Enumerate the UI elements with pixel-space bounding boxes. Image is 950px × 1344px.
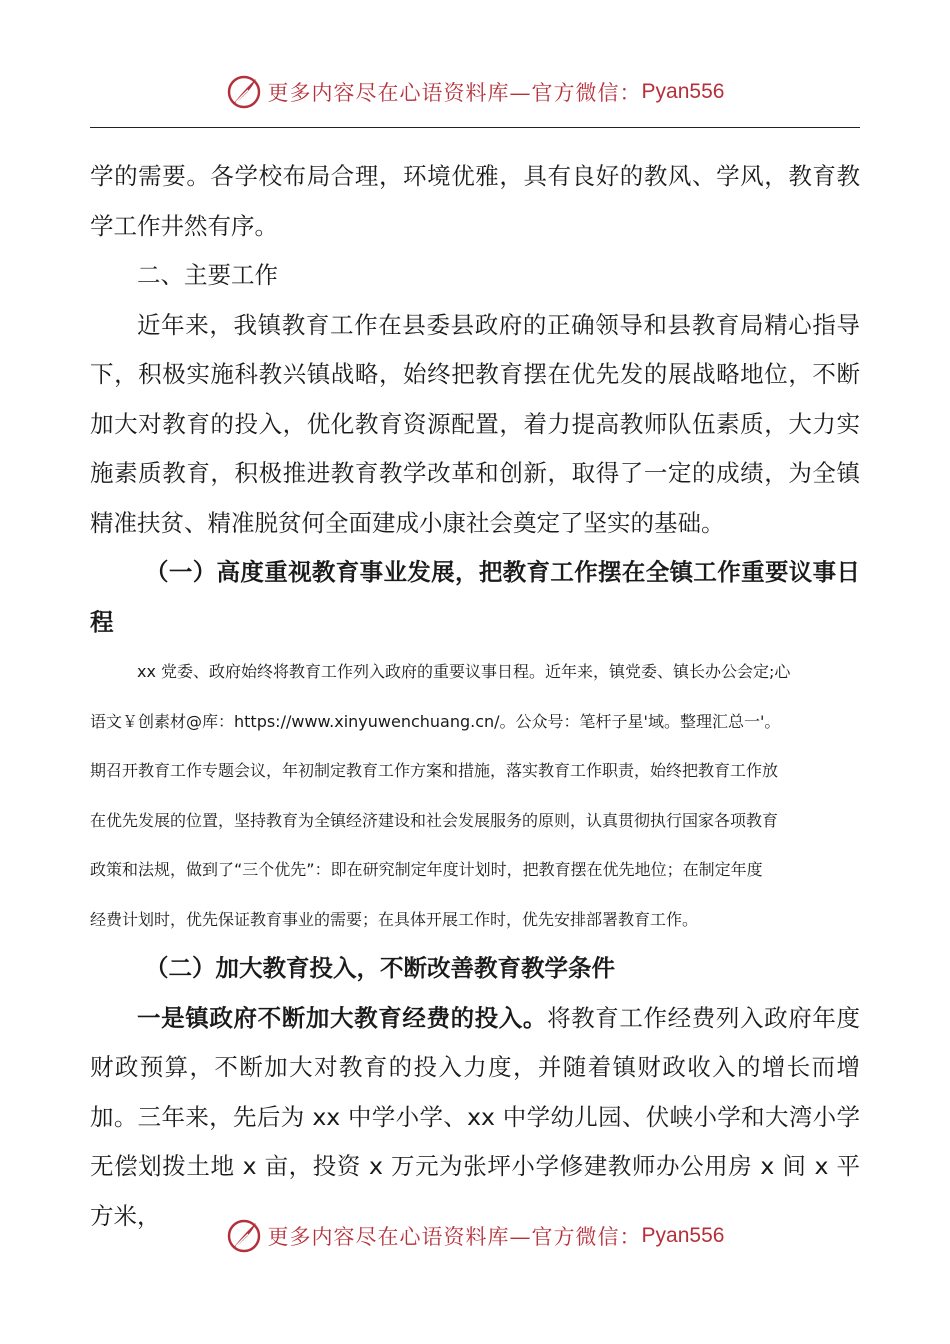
paragraph-2: 近年来，我镇教育工作在县委县政府的正确领导和县教育局精心指导下，积极实施科教兴镇战略，始终把教育摆在优先发的展战略地位，不断加大对教育的投入，优化教育资源配置，着力提高教师队伍素质，大力实施素质教育，积极推进教育教学改革和创新，取得了一定的成绩，为全镇精准扶贫、精准脱贫何全面建成小康社会奠定了坚实的基础。: [90, 310, 860, 537]
header-banner: [0, 70, 950, 114]
paragraph-1: 学的需要。各学校布局合理，环境优雅，具有良好的教风、学风，教育教学工作井然有序。: [90, 162, 860, 240]
subheading-2: （二）加大教育投入，不断改善教育教学条件: [145, 954, 615, 982]
small-line-5: 政策和法规，做到了“三个优先”：即在研究制定年度计划时，把教育摆在优先地位；在制定年度: [90, 860, 763, 879]
section-heading-main-work: 二、主要工作: [137, 261, 278, 289]
paragraph-3-rest: 将教育工作经费列入政府年度财政预算，不断加大对教育的投入力度，并随着镇财政收入的增长而增加。三年来，先后为 xx 中学小学、xx 中学幼儿园、伏峡小学和大湾小学无偿划拨土地 x 亩，投资 x 万元为张坪小学修建教师办公用房 x 间 x 平方米，: [90, 1003, 861, 1230]
footer-wechat-id: Pyan556: [641, 1224, 725, 1247]
small-line-4: 在优先发展的位置，坚持教育为全镇经济建设和社会发展服务的原则，认真贯彻执行国家各项教育: [90, 810, 779, 830]
header-wechat-id: Pyan556: [641, 80, 725, 103]
small-line-6: 经费计划时，优先保证教育事业的需要；在具体开展工作时，优先安排部署教育工作。: [90, 909, 699, 929]
header-divider: [90, 127, 860, 128]
quill-logo-icon: [226, 1218, 262, 1254]
paragraph-3: [90, 994, 860, 1242]
footer-banner-text: 更多内容尽在心语资料库—官方微信：: [267, 1225, 642, 1249]
document-body: [90, 152, 860, 1241]
paragraph-3-lead: 一是镇政府不断加大教育经费的投入。: [137, 1003, 548, 1032]
subheading-1: （一）高度重视教育事业发展，把教育工作摆在全镇工作重要议事日程: [90, 558, 860, 636]
small-line-2: 语文￥创素材@库：https://www.xinyuwenchuang.cn/。公众号：笔杆子星'域。整理汇总一'。: [90, 711, 781, 731]
footer-banner: [0, 1214, 950, 1258]
header-banner-text: 更多内容尽在心语资料库—官方微信：: [267, 81, 642, 105]
quill-logo-icon: [226, 74, 262, 110]
small-text-block: [90, 647, 860, 944]
small-line-1: xx 党委、政府始终将教育工作列入政府的重要议事日程。近年来，镇党委、镇长办公会定;心: [137, 662, 791, 681]
small-line-3: 期召开教育工作专题会议，年初制定教育工作方案和措施，落实教育工作职责，始终把教育工作放: [90, 761, 779, 780]
